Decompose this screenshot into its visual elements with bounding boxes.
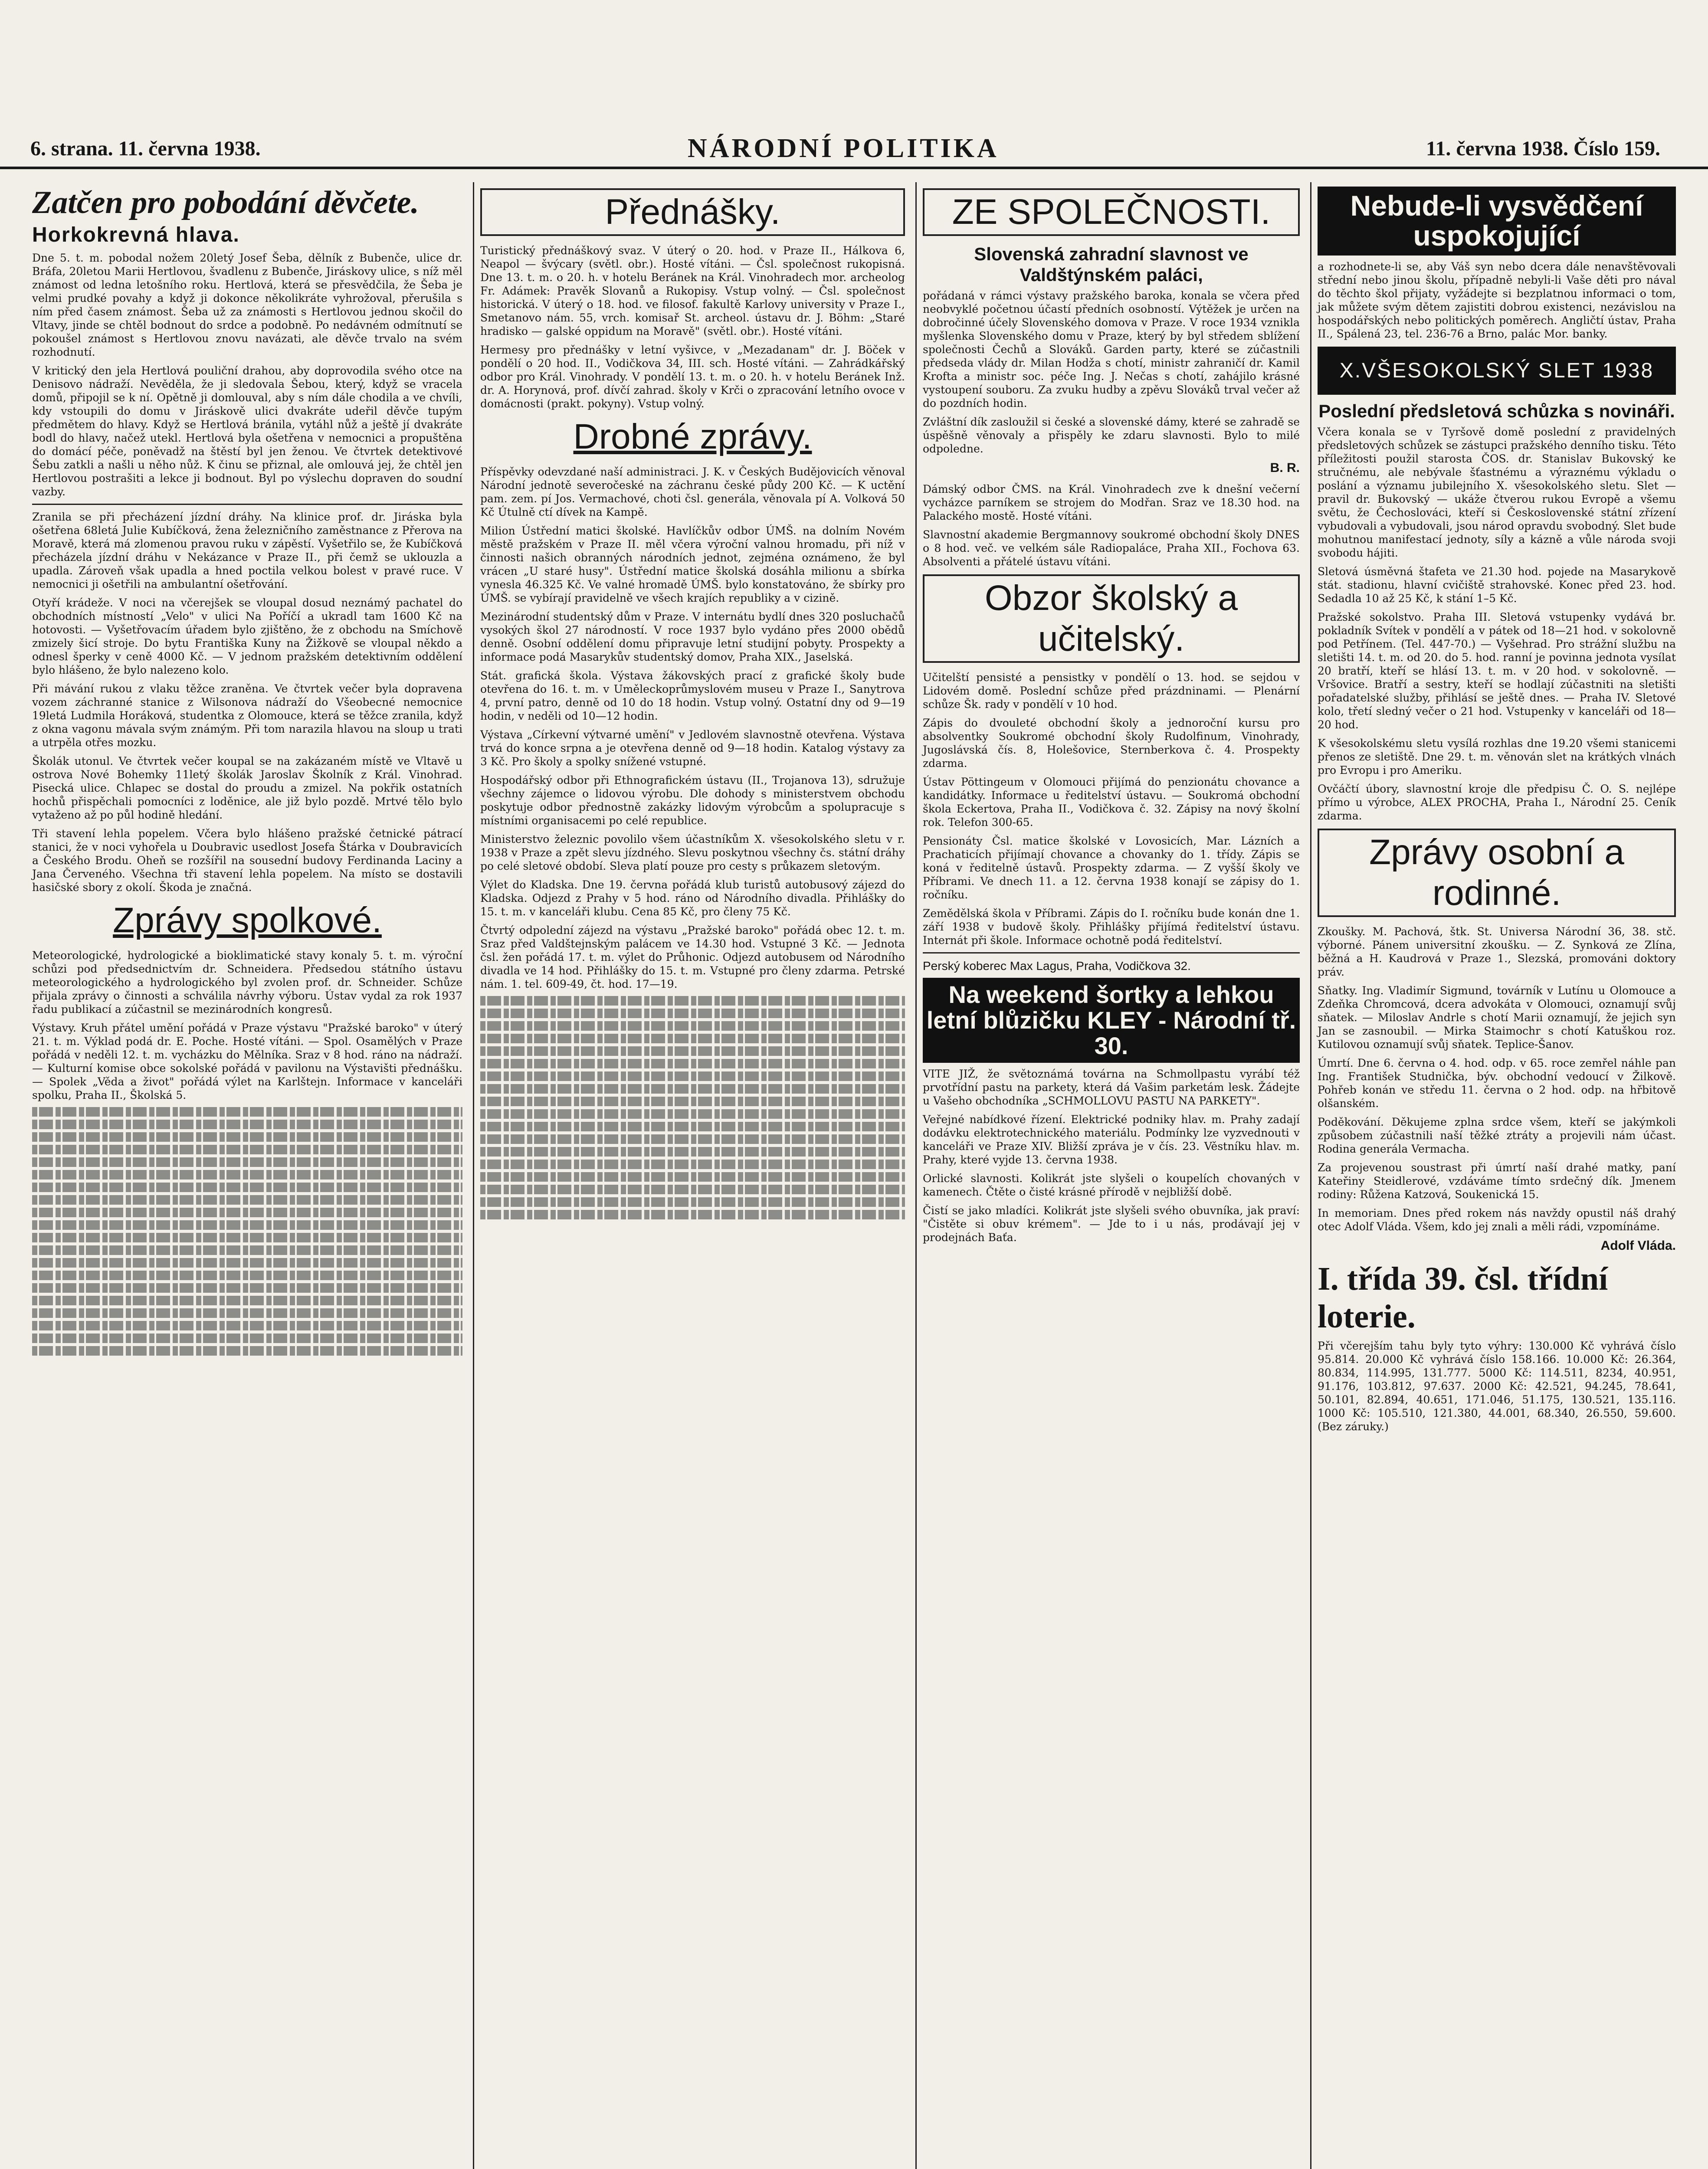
section-heading: Zprávy osobní a rodinné.: [1318, 829, 1676, 917]
text-line: [480, 1059, 905, 1068]
text-line: [480, 1134, 905, 1144]
article-text: Dámský odbor ČMS. na Král. Vinohradech zve k dnešní večerní vycházce parníkem se strojem do Modřan. Sraz ve 18.30 hod. na Palackého mostě. Hosté vítáni.: [923, 483, 1303, 522]
header-right: 11. června 1938. Číslo 159.: [1426, 137, 1660, 160]
column-3: [915, 182, 1306, 2169]
article-text: Pražské sokolstvo. Praha III. Sletová vstupenky vydává br. pokladník Svítek v pondělí a v pátek od 18—21 hod. v sokolovně pod Petřínem. (Tel. 447-70.) — Vyšehrad. Pro strážní službu na sletišti 14. t. m. od 20. do 5. hod. ranní je povinna jednota vysílat 20 bratří, kteří se hlásí 13. t. m. v 20 hod. v sokolovně. — Vršovice. Bratří a sestry, kteří se hodlají zúčastniti na sletišti pořadatelské služby, přihlásí se ještě dnes. — Praha IV. Sletové kolo, třetí sledný večer o 21 hod. Vstupenky v kanceláři od 18—20 hod.: [1318, 610, 1679, 731]
text-line: [480, 1160, 905, 1169]
text-line: [32, 1296, 462, 1305]
article-text: Otyří krádeže. V noci na včerejšek se vloupal dosud neznámý pachatel do obchodních místností „Velo" v ulici Na Poříčí a ukradl tam 1600 Kč na hotovosti. — Vyšetřovacím úřadem bylo zjištěno, že z obchodu na Smíchově zmizely šicí stroje. Do bytu Františka Kuny na Žižkově se vloupal někdo a odnesl šperky v ceně 4000 Kč. — V jednom pražském detektivním oddělení bylo hlášeno, že bylo nalezeno kolo.: [32, 596, 466, 676]
article-text: Orlické slavnosti. Kolikrát jste slyšeli o koupelích chovaných v kamenech. Čtěte o čisté krásné přírodě v nejbližší době.: [923, 1172, 1303, 1199]
page-header: [0, 130, 1708, 169]
article-text: Tři stavení lehla popelem. Včera bylo hlášeno pražské četnické pátrací stanici, že v noci vyhořela u Doubravic usedlost Josefa Štárka v Doubravicích a Českého Brodu. Oheň se rozšířil na sousední budovy Ferdinanda Laciny a Jana Červeného. Všechna tři stavení lehla popelem. Na místo se dostavili hasičské sbory z okolí. Škoda je značná.: [32, 827, 466, 894]
article-text: Turistický přednáškový svaz. V úterý o 20. hod. v Praze II., Hálkova 6, Neapol — švýcary (světl. obr.). Hosté vítáni. — Čsl. společnost rukopisná. Dne 13. t. m. o 20. h. v hotelu Beránek na Král. Vinohradech mor. archeolog Fr. Adámek: Pravěk Slovanů a Rukopisy. Vstup volný. — Čsl. společnost historická. V úterý o 18. hod. ve filosof. fakultě Karlovy university v Praze I., Smetanovo nám. 55, vrch. komisař St. archeol. ústavu dr. J. Böhm: „Staré hradisko — galské oppidum na Moravě" (světl. obr.). Hosté vítáni.: [480, 244, 908, 337]
section-heading: Drobné zprávy.: [573, 417, 812, 456]
text-line: [32, 1145, 462, 1154]
text-line: [32, 1245, 462, 1255]
article-text: Hermesy pro přednášky v letní vyšivce, v „Mezadanam" dr. J. Böček v pondělí o 20 hod. II., Vodičkova 34, III. sch. Hosté vítáni. — Zahrádkářský odbor pro Král. Vinohrady. V pondělí 13. t. m. o 20. h. v hotelu Beránek Inž. dr. A. Horynová, prof. dívčí zahrad. školy v Krči o zpracování letního ovoce v domácnosti (prakt. pokyny). Vstup volný.: [480, 344, 908, 410]
article-headline: Zatčen pro pobodání děvčete.: [32, 185, 419, 220]
article-text: Ministerstvo železnic povolilo všem účastníkům X. všesokolského sletu v r. 1938 v Praze a zpět slevu jízdného. Slevu poskytnou všechny čs. státní dráhy po celé sletové období. Sleva platí pouze pro cesty s průkazem sletovým.: [480, 833, 908, 872]
article-subhead: Horkokrevná hlava.: [32, 223, 240, 246]
text-line: [480, 1197, 905, 1207]
text-line: [32, 1334, 462, 1343]
article-text: K všesokolskému sletu vysílá rozhlas dne 19.20 všemi stanicemi přenos ze sletiště. Dne 29. t. m. věnován slet na krátkých vlnách pro Evropu i pro Ameriku.: [1318, 737, 1679, 777]
article-text: Čtvrtý odpolední zájezd na výstavu „Pražské baroko" pořádá obec 12. t. m. Sraz před Valdštejnským palácem ve 14.30 hod. Vstupné 3 Kč. — Jednota čsl. žen pořádá 17. t. m. výlet do Průhonic. Odjezd autobusem od Národního divadla ve 14 hod. Přihlášky do 15. t. m. Vstupné pro členy zdarma. Petrské nám. 1. tel. 609-49, čt. hod. 17—19.: [480, 924, 908, 990]
article-text: Včera konala se v Tyršově domě poslední z pravidelných předsletových schůzek se zástupci pražského denního tisku. Této příležitosti použil starosta ČOS. dr. Stanislav Bukovský ke stručnému, ale nebývale šťastnému a výraznému výkladu o poslání a významu jubilejního X. všesokolského sletu. Slet — pravil dr. Bukovský — ukáže čtverou rukou Evropě a všemu světu, že Čechoslováci, kteří si Československé státní zřízení vybudovali a vybudovali, jsou národ opravdu svobodný. Slet bude mohutnou manifestací jednoty, síly a kázně a vůle národa svoji svobodu hájiti.: [1318, 425, 1679, 559]
column-4: [1310, 182, 1682, 2169]
article-text: Za projevenou soustrast při úmrtí naší drahé matky, paní Kateřiny Steidlerové, vzdáváme tímto srdečný dík. Jmenem rodiny: Růžena Katzová, Soukenická 15.: [1318, 1161, 1679, 1201]
article-text: Zvláštní dík zasloužil si české a slovenské dámy, které se zahradě se úspěšně věnovaly a přispěly ke zdaru slavnosti. Bylo to milé odpoledne.: [923, 416, 1303, 455]
text-line: [480, 1210, 905, 1219]
article-text: V kritický den jela Hertlová pouliční drahou, aby doprovodila svého otce na Denisovo nádraží. Nevěděla, že ji sledovala Šebou, který, když se vracela domů, připojil se k ní. Opětně ji domlouval, aby s ním dále chodila a ve chvíli, kdy vstoupili do domu v Jiráskově ulici dvakráte udeřil děvče tupým předmětem do hlavy. Když se Hertlová bránila, vytáhl nůž a ještě jí dvakráte bodl do hlavy, načež utekl. Hertlová byla ošetřena v nemocnici a propuštěna do domácí péče, poněvadž na štěstí byl jen ženou. Ve čtvrtek detektivové Šebu zatkli a našli u něho nůž. K činu se přiznal, ale omlouvá jej, že chtěl jen Hertlovou postrašiti a lekce ji bodnout. Byl po výslechu dopraven do soudní vazby.: [32, 364, 466, 498]
text-line: [32, 1220, 462, 1230]
text-line: [32, 1258, 462, 1268]
article-text: Sletová úsměvná štafeta ve 21.30 hod. pojede na Masarykově stát. stadionu, hlavní cvičiště strahovské. Konec před 23. hod. Sedadla 10 až 25 Kč, k stání 1–5 Kč.: [1318, 565, 1679, 605]
article-text: Pensionáty Čsl. matice školské v Lovosicích, Mar. Lázních a Prachaticích přijímají chovance a chovanky do 1. třídy. Zápis se koná v ředitelně ústavů. Prospekty zdarma. — Z vyšší školy ve Příbrami. Ve dnech 11. a 12. června 1938 konají se zápisy do 1. ročníku.: [923, 835, 1303, 901]
article-text: Stát. grafická škola. Výstava žákovských prací z grafické školy bude otevřena do 16. t. m. v Uměleckoprůmyslovém museu v Praze I., Sanytrova 4, první patro, denně od 10 do 18 hodin. Vstup volný. Ostatní dny od 9—19 hodin, v neděli od 10—12 hodin.: [480, 669, 908, 722]
text-line: [32, 1321, 462, 1330]
article-text: Při mávání rukou z vlaku těžce zraněna. Ve čtvrtek večer byla dopravena vozem záchranné stanice z Wilsonova nádraží do Všeobecné nemocnice 19letá Ludmila Horáková, studentka z Olomouce, která se těžce zranila, když z okna vagonu mávala svým známým. Při tom narazila hlavou na sloup u trati a utrpěla otřes mozku.: [32, 682, 466, 749]
column-2: [473, 182, 911, 2169]
author-signature: Adolf Vláda.: [1600, 1238, 1676, 1253]
text-line: [32, 1157, 462, 1167]
text-line: [480, 1071, 905, 1081]
article-headline: Slovenská zahradní slavnost ve Valdštýnském paláci,: [974, 244, 1249, 285]
text-line: [32, 1170, 462, 1180]
article-text: Mezinárodní studentský dům v Praze. V internátu bydlí dnes 320 posluchačů vysokých škol 27 národností. V roce 1937 bylo vydáno přes 2000 obědů denně. Osobní oddělení domu připravuje letní studijní pobyty. Prospekty a informace podá Masarykův studentský domov, Praha XIX., Jaselská.: [480, 610, 908, 663]
article-text: Zemědělská škola v Příbrami. Zápis do I. ročníku bude konán dne 1. září 1938 v budově školy. Přihlášky přijímá ředitelství ústavu. Internát při škole. Informace ochotně podá ředitelství.: [923, 907, 1303, 947]
column-1: [26, 182, 469, 2169]
text-line: [32, 1120, 462, 1129]
text-line: [32, 1132, 462, 1142]
text-line: [480, 1046, 905, 1056]
masthead: NÁRODNÍ POLITIKA: [687, 133, 999, 163]
article-text: Poděkování. Děkujeme zplna srdce všem, kteří se jakýmkoli způsobem zúčastnili naší těžké ztráty a projevili nám účast. Rodina generála Vermacha.: [1318, 1115, 1679, 1155]
text-line: [480, 1021, 905, 1031]
text-line: [32, 1183, 462, 1192]
article-text: Školák utonul. Ve čtvrtek večer koupal se na zakázaném místě ve Vltavě u ostrova Nové Bohemky 11letý školák Jaroslav Školník z Král. Vinohrad. Pisecká ulice. Chlapec se dostal do proudu a zmizel. Na pokřik ostatních hochů přispěchali pomocníci z loděnice, ale již bylo pozdě. Mrtvé tělo bylo vytaženo až po půl hodině hledání.: [32, 755, 466, 821]
text-line: [32, 1208, 462, 1217]
section-heading: Přednášky.: [480, 188, 905, 236]
section-heading: Zprávy spolkové.: [113, 901, 382, 940]
text-line: [32, 1195, 462, 1205]
lottery-heading: I. třída 39. čsl. třídní loterie.: [1318, 1260, 1608, 1335]
article-text: Úmrtí. Dne 6. června o 4. hod. odp. v 65. roce zemřel náhle pan Ing. František Studnička, býv. obchodní vedoucí v Žilkově. Pohřeb konán ve středu 11. června o 2 hod. odp. na hřbitově olšanském.: [1318, 1056, 1679, 1110]
article-text: VITE JIŽ, že světoznámá továrna na Schmollpastu vyrábí též prvotřídní pastu na parkety, která dá Vašim parketám lesk. Žádejte u Vašeho obchodníka „SCHMOLLOVU PASTU NA PARKETY".: [923, 1068, 1303, 1107]
text-line: [480, 1097, 905, 1106]
text-line: [480, 1122, 905, 1131]
text-line: [32, 1107, 462, 1117]
text-line: [32, 1346, 462, 1356]
text-line: [480, 1009, 905, 1018]
article-text: Čistí se jako mladíci. Kolikrát jste slyšeli svého obuvníka, jak praví: "Čistěte si obuv krémem". — Jde to i u nás, prodávají jej v prodejnách Baťa.: [923, 1204, 1303, 1244]
text-line: [32, 1233, 462, 1242]
article-text: Ovčáčtí úbory, slavnostní kroje dle předpisu Č. O. S. nejlépe přímo u výrobce, ALEX PROCHA, Praha I., Národní 25. Ceník zdarma.: [1318, 782, 1679, 822]
article-text: Zranila se při přecházení jízdní dráhy. Na klinice prof. dr. Jiráska byla ošetřena 68letá Julie Kubíčková, žena železničního zaměstnance z Přerova na Moravě, která má zlomenou pravou ruku v zápěstí. Vyšetřilo se, že Kubíčková přecházela jízdní dráhu v Nekázance v Praze II., při čemž se uklouzla a upadla. Zároveň však upadla a hned poctila velkou bolest v pravé ruce. V nemocnici ji ošetřili na ambulantní ošetřování.: [32, 511, 466, 590]
text-line: [32, 1308, 462, 1318]
header-left: 6. strana. 11. června 1938.: [30, 137, 261, 160]
article-text: Veřejné nabídkové řízení. Elektrické podniky hlav. m. Prahy zadají dodávku elektrotechnického materiálu. Podmínky lze vyzvednouti v kanceláři ve Praze XIV. Bližší zpráva je v čís. 23. Věstníku hlav. m. Prahy, které vyjde 13. června 1938.: [923, 1113, 1303, 1166]
text-line: [480, 1147, 905, 1157]
section-heading: ZE SPOLEČNOSTI.: [923, 188, 1300, 236]
article-text: pořádaná v rámci výstavy pražského baroka, konala se včera před neobvyklé početnou účastí předních osobností. Výtěžek je určen na dobročinné účely Slovenského domova v Praze. V roce 1934 vznikla myšlenka Slovenského domu v Praze, který by byl středem sblížení společnosti Čechů a Slováků. Garden party, které se zúčastnili předseda vlády dr. Milan Hodža s chotí, ministr zahraničí dr. Kamil Krofta a ministr soc. péče Ing. J. Nečas s chotí, zahájilo krásné vystoupení souboru. Za zvuku hudby a zpěvu Slováků trval večer až do pozdních hodin.: [923, 289, 1303, 410]
text-line: [480, 1172, 905, 1182]
article-text: Výstava „Církevní výtvarné umění" v Jedlovém slavnostně otevřena. Výstava trvá do konce srpna a je otevřena denně od 9—18 hodin. Katalog výstavy za 3 Kč. Pro školy a spolky snížené vstupné.: [480, 728, 908, 768]
columns: [26, 182, 1682, 2169]
text-line: [480, 996, 905, 1006]
text-line: [32, 1271, 462, 1280]
text-line: [480, 1084, 905, 1094]
article-text: Milion Ústřední matici školské. Havlíčkův odbor ÚMŠ. na dolním Novém městě pražském v Praze II. měl včera výroční valnou hromadu, při níž v činnosti našich obranných národních jednot, zejména oznámeno, že byl vrácen „U staré husy". Ústřední matice školská dosáhla milionu a sbírka vynesla 46.325 Kč. Ve valné hromadě ÚMŠ. bylo konstatováno, že sbírky pro ÚMŠ. se vybírají pravidelně ve všech krajích republiky a v cizině.: [480, 524, 908, 604]
article-text: Dne 5. t. m. pobodal nožem 20letý Josef Šeba, dělník z Bubenče, ulice dr. Bráfa, 20letou Marii Hertlovou, švadlenu z Bubenče, Jiráskovy ulice, s níž měl známost od ledna letošního roku. Hertlová, která se přesvědčila, že Šeba je velmi prudké povahy a když ji dokonce několikráte vyhrožoval, přerušila s ním před časem známost. Šeba už za známosti s Hertlovou jednou skočil do Vltavy, jinde se chtěl bodnout do srdce a podobně. Po nedávném odmítnutí se pokoušel známost s Hertlovou znovu navázati, ale děvče trvalo na svém rozhodnutí.: [32, 252, 466, 358]
article-text: Výlet do Kladska. Dne 19. června pořádá klub turistů autobusový zájezd do Kladska. Odjezd z Prahy v 5 hod. ráno od Národního divadla. Přihlášky do 15. t. m. v kanceláři klubu. Cena 85 Kč, pro členy 75 Kč.: [480, 878, 908, 918]
text-line: [480, 1034, 905, 1043]
text-line: [480, 1185, 905, 1194]
article-text: Sňatky. Ing. Vladimír Sigmund, továrník v Lutínu u Olomouce a Zdeňka Chromcová, dcera advokáta v Olomouci, oznamují svůj sňatek. — Miloslav Andrle s chotí Marii oznamují, že jejich syn Jan se zasnoubil. — Mirka Staimochr s chotí Katuškou roz. Kutilovou oznamují svůj sňatek. Teplice-Šanov.: [1318, 984, 1679, 1051]
article-text: Příspěvky odevzdané naší administraci. J. K. v Českých Budějovicích věnoval Národní jednotě severočeské na záchranu české půdy 200 Kč. — K uctění pam. zem. pí Jos. Vermachové, choti čsl. generála, věnovala pí A. Volková 50 Kč Útulně ctí dívek na Kampě.: [480, 465, 908, 518]
divider: [32, 504, 462, 505]
article-text: Ústav Pöttingeum v Olomouci přijímá do penzionátu chovance a kandidátky. Informace u ředitelství ústavu. — Soukromá obchodní škola Eckertova, Praha II., Vodičkova č. 32. Zápisy na nový školní rok. Telefon 300-65.: [923, 776, 1303, 829]
carpet-ad: Perský koberec Max Lagus, Praha, Vodičkova 32.: [923, 959, 1191, 973]
text-line: [32, 1283, 462, 1293]
article-text: Zápis do dvouleté obchodní školy a jednoroční kursu pro absolventky Soukromé obchodní školy Rudolfinum, Vinohrady, Jugoslávská čís. 8, Holešovice, Sternberkova č. 4. Prospekty zdarma.: [923, 717, 1303, 770]
article-text: Výstavy. Kruh přátel umění pořádá v Praze výstavu "Pražské baroko" v úterý 21. t. m. Výklad podá dr. E. Poche. Hosté vítáni. — Spol. Osamělých v Praze pořádá v neděli 12. t. m. vycházku do Mělníka. Sraz v 8 hod. ráno na nádraží. — Kulturní komise obce sokolské pořádá v pavilonu na Výstavišti přednášku. — Spolek „Věda a život" pořádá výlet na Karlštejn. Informace v kanceláři spolku, Praha II., Školská 5.: [32, 1022, 466, 1101]
article-text: Zkoušky. M. Pachová, štk. St. Universa Národní 36, 38. stč. výborné. Pánem universitní zkoušku. — Z. Synková ze Zlína, běžná a H. Kaudrová v Praze 1., Slezská, promováni doktory práv.: [1318, 925, 1679, 978]
article-text: Hospodářský odbor při Ethnografickém ústavu (II., Trojanova 13), sdružuje všechny zájemce o lidovou výrobu. Dle dohody s ministerstvem obchodu poskytuje odbor přednostně zakázky lidovým výrobcům a spolupracuje s místními organisacemi po celé republice.: [480, 774, 908, 827]
lottery-results: Při včerejším tahu byly tyto výhry: 130.000 Kč vyhrává číslo 95.814. 20.000 Kč vyhrává číslo 158.166. 10.000 Kč: 26.364, 80.834, 114.995, 131.777. 5000 Kč: 114.511, 8234, 40.951, 91.176, 103.812, 97.637. 2000 Kč: 42.521, 94.245, 78.641, 50.101, 82.894, 40.651, 171.046, 51.175, 130.521, 135.116. 1000 Kč: 105.510, 121.380, 44.001, 68.340, 26.550, 59.600. (Bez záruky.): [1318, 1339, 1679, 1433]
article-text: Meteorologické, hydrologické a bioklimatické stavy konaly 5. t. m. výroční schůzi pod předsednictvím dr. Schneidera. Předsedou státního ústavu meteorologického a hydrologického byl zvolen prof. dr. Schneider. Schůze přijala zprávy o činnosti a schválila návrhy výboru. Ústav vydal za rok 1937 řadu publikací a zúčastnil se mezinárodních kongresů.: [32, 949, 466, 1016]
divider: [923, 952, 1300, 953]
article-text: Slavnostní akademie Bergmannovy soukromé obchodní školy DNES o 8 hod. več. ve velkém sále Radiopaláce, Praha XII., Fochova 63. Absolventi a přátelé ústavu vítáni.: [923, 528, 1303, 568]
slet-banner: X.VŠESOKOLSKÝ SLET 1938: [1318, 347, 1676, 395]
article-text: a rozhodnete-li se, aby Váš syn nebo dcera dále nenavštěvovali střední nebo jinou školu, případně nebyli-li Vaše děti pro nával do těchto škol přijaty, vyžádejte si bezplatnou informaci o tom, jak můžete svým dětem zajistiti dobrou existenci, nezávislou na hospodářských nebo politických poměrech. Angličtí ústav, Praha II., Spálená 23, tel. 236-76 a Brno, palác Mor. banky.: [1318, 260, 1679, 340]
article-headline: Poslední předsletová schůzka s novináři.: [1318, 400, 1675, 421]
article-text: In memoriam. Dnes před rokem nás navždy opustil náš drahý otec Adolf Vláda. Všem, kdo jej znali a měli rádi, vzpomínáme.: [1318, 1206, 1679, 1233]
article-text: Učitelští pensisté a pensistky v pondělí o 13. hod. se sejdou v Lidovém domě. Poslední schůze před prázdninami. — Plenární schůze Šk. rady v pondělí v 10 hod.: [923, 671, 1303, 711]
school-report-ad: Nebude-li vysvědčení uspokojující: [1318, 187, 1676, 256]
kley-ad: Na weekend šortky a lehkou letní blůzičku KLEY - Národní tř. 30.: [923, 978, 1300, 1063]
author-signature: B. R.: [1270, 461, 1300, 475]
text-line: [480, 1109, 905, 1119]
section-heading: Obzor školský a učitelský.: [923, 574, 1300, 663]
